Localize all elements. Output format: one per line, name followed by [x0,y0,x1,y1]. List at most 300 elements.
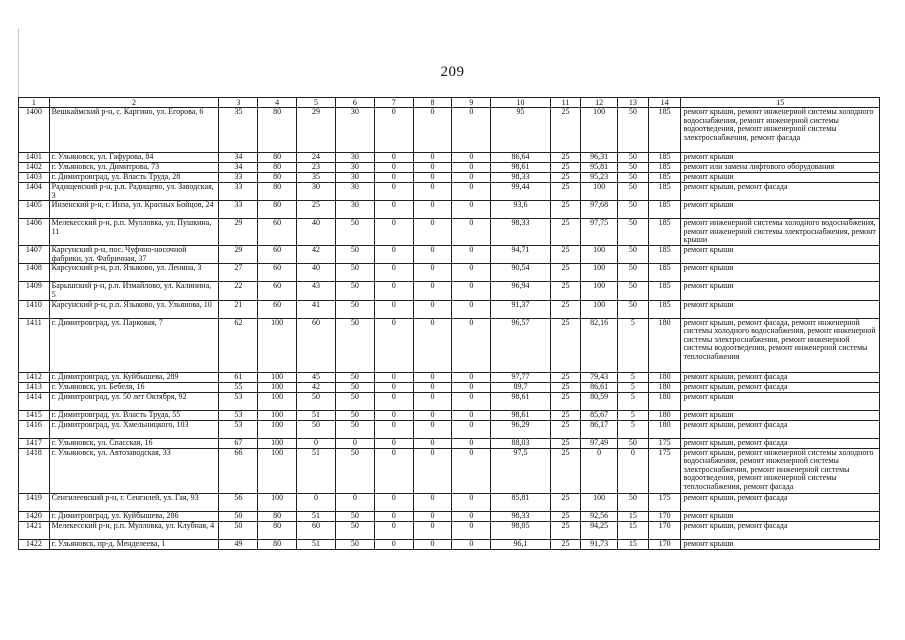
cell-col-11: 25 [550,410,581,420]
cell-col-11: 25 [550,539,581,549]
table-row [19,420,880,438]
cell-col-13: 50 [618,264,649,282]
cell-work-type: ремонт крыши [681,392,880,410]
column-header: 6 [335,98,374,108]
cell-col-9: 0 [452,201,491,219]
cell-col-14: 185 [648,183,681,201]
cell-col-7: 0 [374,163,413,173]
cell-col-7: 0 [374,372,413,382]
cell-col-13: 15 [618,521,649,539]
cell-col-4: 100 [258,392,297,410]
cell-col-11: 25 [550,173,581,183]
cell-col-5: 50 [297,392,336,410]
cell-col-11: 25 [550,448,581,493]
cell-col-8: 0 [413,300,452,318]
cell-col-3: 33 [219,201,258,219]
cell-row-number: 1404 [19,183,50,201]
cell-col-3: 33 [219,183,258,201]
table-row [19,382,880,392]
cell-col-13: 5 [618,372,649,382]
cell-col-4: 60 [258,219,297,246]
column-header: 15 [681,98,880,108]
cell-col-5: 60 [297,521,336,539]
table-row [19,173,880,183]
cell-col-7: 0 [374,246,413,264]
cell-row-number: 1415 [19,410,50,420]
cell-col-4: 100 [258,410,297,420]
cell-col-3: 67 [219,438,258,448]
cell-col-3: 56 [219,493,258,511]
cell-col-7: 0 [374,153,413,163]
cell-work-type: ремонт крыши [681,173,880,183]
cell-col-10: 96,94 [491,282,550,300]
cell-col-7: 0 [374,382,413,392]
cell-col-12: 0 [581,448,618,493]
cell-col-10: 97,77 [491,372,550,382]
cell-col-6: 50 [335,392,374,410]
cell-col-8: 0 [413,410,452,420]
cell-col-5: 51 [297,448,336,493]
column-header: 1 [19,98,50,108]
cell-col-8: 0 [413,392,452,410]
cell-address: г. Ульяновск, ул. Гафурова, 84 [49,153,219,163]
cell-col-3: 29 [219,246,258,264]
cell-col-4: 80 [258,163,297,173]
cell-col-4: 60 [258,264,297,282]
cell-col-13: 15 [618,511,649,521]
cell-col-12: 97,75 [581,219,618,246]
cell-col-3: 35 [219,108,258,153]
cell-col-5: 0 [297,493,336,511]
cell-col-3: 53 [219,392,258,410]
cell-col-6: 50 [335,246,374,264]
cell-row-number: 1417 [19,438,50,448]
cell-address: г. Димитровград, ул. Куйбышева, 289 [49,372,219,382]
cell-col-5: 51 [297,539,336,549]
cell-row-number: 1408 [19,264,50,282]
cell-row-number: 1418 [19,448,50,493]
cell-address: г. Ульяновск, ул. Автозаводская, 33 [49,448,219,493]
cell-col-5: 51 [297,410,336,420]
cell-col-14: 185 [648,219,681,246]
cell-address: Карсунский р-н, пос. Чуфчно-носочной фабрики, ул. Фабричная, 37 [49,246,219,264]
cell-address: Радищевский р-н, р.п. Радищево, ул. Заводская, 3 [49,183,219,201]
cell-col-6: 30 [335,108,374,153]
cell-col-14: 185 [648,163,681,173]
cell-work-type: ремонт крыши, ремонт фасада [681,382,880,392]
cell-col-12: 95,23 [581,173,618,183]
cell-col-3: 49 [219,539,258,549]
table-row [19,539,880,549]
cell-col-9: 0 [452,511,491,521]
cell-col-5: 40 [297,219,336,246]
cell-col-10: 91,37 [491,300,550,318]
cell-col-5: 35 [297,173,336,183]
cell-col-13: 50 [618,201,649,219]
cell-col-10: 90,54 [491,264,550,282]
cell-row-number: 1411 [19,318,50,372]
cell-row-number: 1420 [19,511,50,521]
cell-col-11: 25 [550,493,581,511]
cell-col-13: 50 [618,300,649,318]
cell-col-11: 25 [550,420,581,438]
cell-col-7: 0 [374,108,413,153]
cell-col-11: 25 [550,163,581,173]
cell-col-12: 100 [581,108,618,153]
cell-col-14: 185 [648,282,681,300]
table-row [19,153,880,163]
cell-col-5: 51 [297,511,336,521]
cell-col-13: 50 [618,219,649,246]
cell-col-3: 29 [219,219,258,246]
cell-col-4: 100 [258,438,297,448]
cell-col-7: 0 [374,183,413,201]
cell-col-8: 0 [413,246,452,264]
cell-col-6: 30 [335,183,374,201]
cell-address: г. Димитровград, ул. Хмельницкого, 103 [49,420,219,438]
cell-row-number: 1416 [19,420,50,438]
cell-row-number: 1406 [19,219,50,246]
cell-col-3: 27 [219,264,258,282]
cell-col-12: 100 [581,493,618,511]
cell-col-10: 98,61 [491,163,550,173]
cell-col-8: 0 [413,183,452,201]
cell-col-14: 180 [648,372,681,382]
cell-col-6: 50 [335,521,374,539]
cell-col-10: 86,64 [491,153,550,163]
cell-col-4: 80 [258,183,297,201]
column-header: 11 [550,98,581,108]
cell-row-number: 1412 [19,372,50,382]
cell-work-type: ремонт инженерной системы холодного водоснабжения, ремонт инженерной системы электроснабжения, ремонт крыши [681,219,880,246]
cell-address: Мелекесский р-н, р.п. Мулловка, ул. Клубная, 4 [49,521,219,539]
cell-col-8: 0 [413,382,452,392]
cell-col-8: 0 [413,318,452,372]
cell-col-8: 0 [413,201,452,219]
cell-col-14: 175 [648,493,681,511]
cell-col-13: 50 [618,173,649,183]
cell-col-10: 98,61 [491,392,550,410]
cell-col-7: 0 [374,521,413,539]
column-header: 5 [297,98,336,108]
cell-col-13: 5 [618,410,649,420]
cell-work-type: ремонт крыши, ремонт инженерной системы холодного водоснабжения, ремонт инженерной системы водоотведения, ремонт инженерной системы электроснабжения, ремонт фасада [681,108,880,153]
cell-col-10: 96,29 [491,420,550,438]
cell-col-5: 23 [297,163,336,173]
cell-col-13: 50 [618,108,649,153]
cell-col-4: 100 [258,493,297,511]
header-row [19,98,880,108]
table-row [19,219,880,246]
column-header: 9 [452,98,491,108]
cell-col-9: 0 [452,521,491,539]
cell-col-5: 25 [297,201,336,219]
column-header: 14 [648,98,681,108]
column-header: 12 [581,98,618,108]
cell-col-5: 0 [297,438,336,448]
cell-col-9: 0 [452,173,491,183]
cell-col-13: 15 [618,539,649,549]
cell-col-7: 0 [374,438,413,448]
cell-col-13: 0 [618,448,649,493]
cell-address: г. Ульяновск, ул. Димитрова, 73 [49,163,219,173]
cell-col-9: 0 [452,219,491,246]
cell-col-6: 50 [335,420,374,438]
cell-col-6: 50 [335,300,374,318]
column-header: 4 [258,98,297,108]
cell-col-6: 30 [335,173,374,183]
cell-work-type: ремонт крыши [681,153,880,163]
cell-col-12: 82,16 [581,318,618,372]
cell-col-7: 0 [374,493,413,511]
cell-col-14: 185 [648,264,681,282]
table-row [19,493,880,511]
cell-col-10: 95 [491,108,550,153]
cell-row-number: 1413 [19,382,50,392]
cell-col-14: 175 [648,438,681,448]
cell-col-4: 80 [258,173,297,183]
cell-col-3: 62 [219,318,258,372]
cell-col-14: 185 [648,246,681,264]
cell-row-number: 1419 [19,493,50,511]
table-row [19,201,880,219]
cell-col-4: 80 [258,108,297,153]
cell-col-6: 50 [335,282,374,300]
cell-col-3: 53 [219,420,258,438]
cell-col-12: 80,59 [581,392,618,410]
repair-register-table [18,97,880,550]
cell-col-10: 98,05 [491,521,550,539]
cell-address: Инзенский р-н, г. Инза, ул. Красных Бойцов, 24 [49,201,219,219]
cell-col-12: 100 [581,282,618,300]
cell-col-8: 0 [413,521,452,539]
cell-col-6: 30 [335,153,374,163]
cell-col-9: 0 [452,493,491,511]
cell-col-8: 0 [413,372,452,382]
cell-col-9: 0 [452,410,491,420]
cell-col-9: 0 [452,300,491,318]
cell-col-10: 98,61 [491,410,550,420]
cell-col-14: 180 [648,392,681,410]
cell-col-6: 30 [335,201,374,219]
cell-row-number: 1410 [19,300,50,318]
cell-col-10: 98,33 [491,219,550,246]
cell-col-11: 25 [550,511,581,521]
cell-work-type: ремонт крыши, ремонт инженерной системы холодного водоснабжения, ремонт инженерной системы электроснабжения, ремонт инженерной системы водоотведения, ремонт инженерной системы теплоснабжения, ремонт фасада [681,448,880,493]
cell-col-12: 85,67 [581,410,618,420]
cell-col-6: 50 [335,511,374,521]
table-row [19,163,880,173]
cell-col-9: 0 [452,372,491,382]
cell-col-4: 100 [258,318,297,372]
cell-col-9: 0 [452,282,491,300]
cell-col-4: 80 [258,521,297,539]
cell-work-type: ремонт крыши [681,300,880,318]
cell-col-3: 61 [219,372,258,382]
cell-col-11: 25 [550,246,581,264]
cell-col-4: 80 [258,539,297,549]
cell-col-14: 175 [648,448,681,493]
cell-col-13: 50 [618,493,649,511]
cell-col-12: 86,17 [581,420,618,438]
cell-col-12: 97,49 [581,438,618,448]
cell-row-number: 1414 [19,392,50,410]
cell-col-9: 0 [452,246,491,264]
cell-col-9: 0 [452,163,491,173]
cell-col-11: 25 [550,382,581,392]
cell-col-12: 100 [581,246,618,264]
cell-col-14: 170 [648,539,681,549]
column-header: 13 [618,98,649,108]
cell-col-5: 40 [297,264,336,282]
cell-col-12: 92,56 [581,511,618,521]
cell-col-5: 50 [297,420,336,438]
cell-col-11: 25 [550,392,581,410]
cell-row-number: 1407 [19,246,50,264]
cell-col-13: 50 [618,438,649,448]
cell-col-14: 180 [648,318,681,372]
cell-col-6: 50 [335,372,374,382]
cell-address: г. Димитровград, ул. Власть Труда, 28 [49,173,219,183]
cell-col-3: 22 [219,282,258,300]
cell-col-4: 60 [258,300,297,318]
cell-col-9: 0 [452,392,491,410]
cell-col-10: 98,33 [491,173,550,183]
cell-row-number: 1403 [19,173,50,183]
table-body [19,108,880,550]
cell-col-8: 0 [413,108,452,153]
cell-row-number: 1422 [19,539,50,549]
table-row [19,108,880,153]
cell-col-11: 25 [550,372,581,382]
cell-col-5: 42 [297,382,336,392]
cell-col-10: 94,71 [491,246,550,264]
cell-col-5: 60 [297,318,336,372]
cell-work-type: ремонт крыши [681,246,880,264]
cell-col-3: 53 [219,410,258,420]
cell-col-9: 0 [452,108,491,153]
table-row [19,392,880,410]
cell-col-6: 30 [335,163,374,173]
cell-col-8: 0 [413,493,452,511]
cell-work-type: ремонт крыши [681,539,880,549]
column-header: 3 [219,98,258,108]
cell-address: г. Димитровград, ул. Парковая, 7 [49,318,219,372]
table-row [19,372,880,382]
cell-col-3: 21 [219,300,258,318]
cell-col-5: 45 [297,372,336,382]
cell-col-4: 100 [258,372,297,382]
cell-col-4: 80 [258,153,297,163]
cell-col-12: 79,43 [581,372,618,382]
column-header: 8 [413,98,452,108]
cell-address: Карсунский р-н, р.п. Языково, ул. Ульянова, 10 [49,300,219,318]
cell-col-14: 180 [648,382,681,392]
cell-work-type: ремонт крыши, ремонт фасада [681,521,880,539]
table-row [19,448,880,493]
cell-col-7: 0 [374,300,413,318]
cell-col-13: 50 [618,163,649,173]
cell-row-number: 1402 [19,163,50,173]
cell-col-13: 5 [618,420,649,438]
cell-col-6: 0 [335,438,374,448]
cell-address: г. Ульяновск, ул. Спасская, 16 [49,438,219,448]
cell-col-12: 86,61 [581,382,618,392]
cell-col-14: 185 [648,201,681,219]
cell-col-4: 60 [258,282,297,300]
cell-col-14: 180 [648,410,681,420]
cell-col-10: 93,6 [491,201,550,219]
cell-work-type: ремонт крыши, ремонт фасада [681,372,880,382]
cell-col-3: 34 [219,153,258,163]
cell-col-11: 25 [550,219,581,246]
cell-col-6: 50 [335,318,374,372]
cell-row-number: 1405 [19,201,50,219]
cell-address: Вешкаймский р-н, с. Каргино, ул. Егорова, 6 [49,108,219,153]
cell-col-11: 25 [550,282,581,300]
cell-col-7: 0 [374,219,413,246]
cell-col-6: 50 [335,410,374,420]
cell-col-10: 89,7 [491,382,550,392]
cell-col-10: 85,81 [491,493,550,511]
cell-work-type: ремонт или замена лифтового оборудования [681,163,880,173]
cell-work-type: ремонт крыши, ремонт фасада [681,493,880,511]
cell-col-7: 0 [374,264,413,282]
cell-col-14: 185 [648,173,681,183]
cell-col-8: 0 [413,511,452,521]
cell-col-11: 25 [550,108,581,153]
cell-col-8: 0 [413,173,452,183]
cell-col-3: 50 [219,521,258,539]
cell-col-6: 0 [335,493,374,511]
cell-col-9: 0 [452,420,491,438]
cell-col-13: 50 [618,282,649,300]
table-row [19,282,880,300]
cell-col-6: 50 [335,539,374,549]
cell-col-6: 50 [335,382,374,392]
cell-address: Карсунский р-н, р.п. Языково, ул. Ленина, 3 [49,264,219,282]
cell-col-7: 0 [374,539,413,549]
cell-address: г. Димитровград, ул. 50 лет Октября, 92 [49,392,219,410]
cell-work-type: ремонт крыши, ремонт фасада [681,183,880,201]
cell-col-12: 96,31 [581,153,618,163]
table-row [19,246,880,264]
table-row [19,318,880,372]
cell-col-8: 0 [413,153,452,163]
cell-col-6: 50 [335,264,374,282]
cell-col-14: 185 [648,153,681,163]
cell-col-14: 170 [648,521,681,539]
cell-col-13: 50 [618,246,649,264]
cell-col-13: 50 [618,183,649,201]
cell-col-7: 0 [374,420,413,438]
cell-col-11: 25 [550,318,581,372]
cell-address: Мелекесский р-н, р.п. Мулловка, ул. Пушкина, 11 [49,219,219,246]
table-row [19,438,880,448]
cell-col-11: 25 [550,201,581,219]
cell-col-7: 0 [374,173,413,183]
page-number: 209 [440,64,465,80]
cell-address: Сенгилеевский р-н, г. Сенгилей, ул. Гая, 93 [49,493,219,511]
cell-col-10: 96,57 [491,318,550,372]
cell-col-3: 33 [219,173,258,183]
cell-col-12: 100 [581,300,618,318]
cell-col-11: 25 [550,183,581,201]
cell-col-12: 91,73 [581,539,618,549]
cell-col-9: 0 [452,264,491,282]
table-row [19,183,880,201]
cell-col-5: 42 [297,246,336,264]
